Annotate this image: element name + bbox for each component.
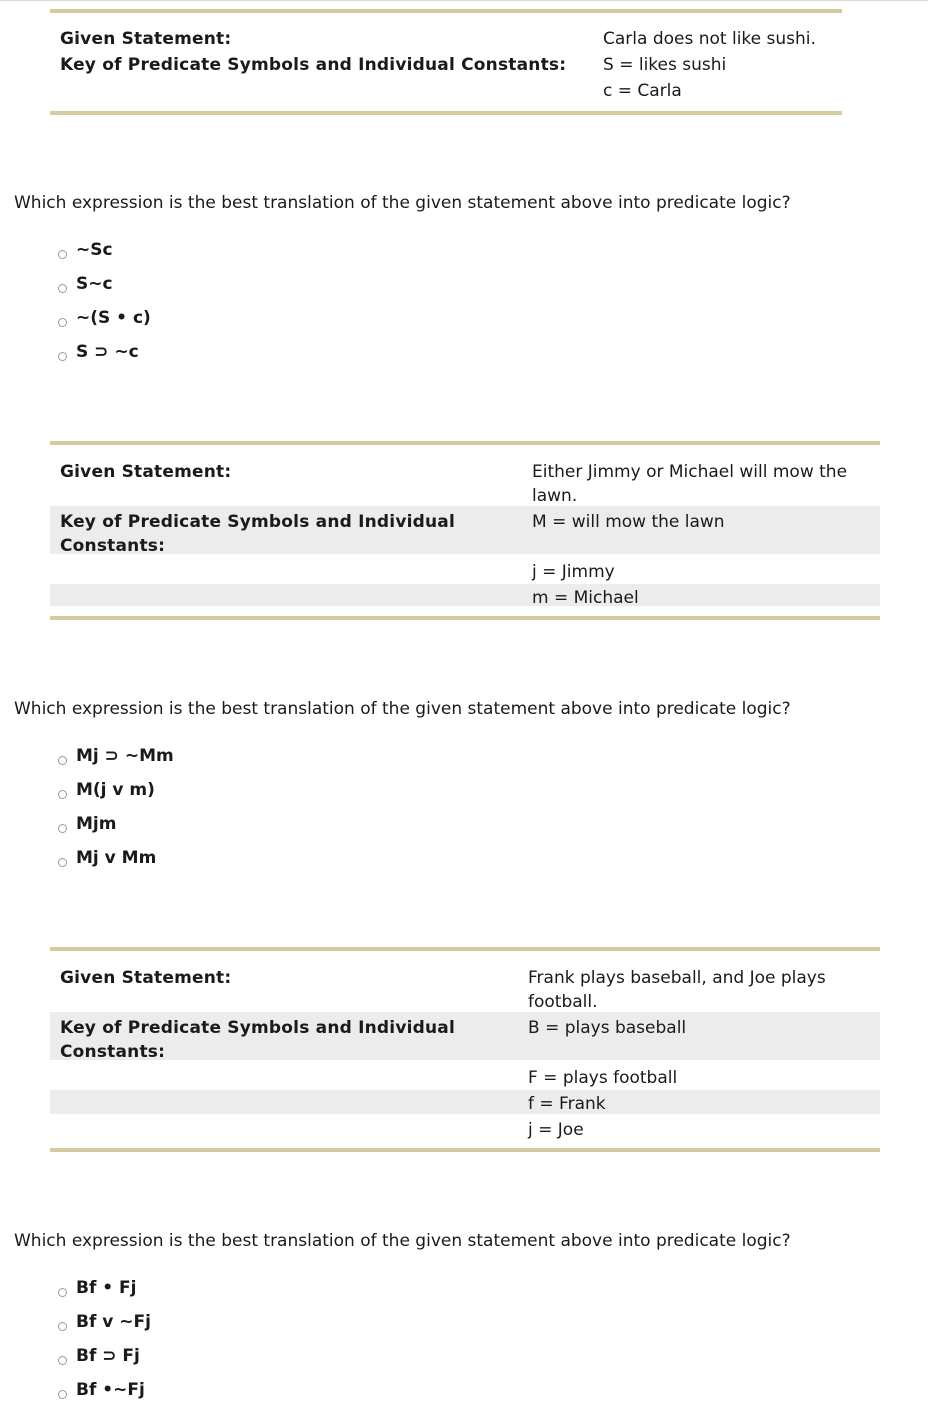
radio-button[interactable] — [58, 824, 67, 833]
answer-option[interactable] — [58, 1344, 140, 1368]
key-row — [50, 584, 880, 606]
key-entry: f = Frank — [528, 1094, 606, 1114]
radio-button[interactable] — [58, 1288, 67, 1297]
radio-button[interactable] — [58, 284, 67, 293]
option-label: Bf •~Fj — [76, 1380, 145, 1400]
key-entry: j = Jimmy — [532, 562, 615, 582]
radio-button[interactable] — [58, 352, 67, 361]
key-entry: B = plays baseball — [528, 1018, 687, 1038]
option-label: Mjm — [76, 814, 117, 834]
key-label: Key of Predicate Symbols and Individual Constants: — [60, 55, 567, 75]
top-divider — [0, 0, 928, 1]
key-entry: M = will mow the lawn — [532, 512, 725, 532]
option-label: Bf v ~Fj — [76, 1312, 151, 1332]
radio-button[interactable] — [58, 858, 67, 867]
key-entry: c = Carla — [603, 81, 682, 101]
key-entry: m = Michael — [532, 588, 639, 608]
option-label: S ⊃ ~c — [76, 342, 139, 362]
given-statement-text: Frank plays baseball, and Joe plays football. — [528, 968, 826, 1012]
option-label: Mj ⊃ ~Mm — [76, 746, 174, 766]
key-entry: S = likes sushi — [603, 55, 727, 75]
answer-option[interactable] — [58, 1310, 151, 1334]
given-statement-text: Either Jimmy or Michael will mow the lawn. — [532, 462, 848, 506]
given-statement-label: Given Statement: — [60, 968, 232, 988]
radio-button[interactable] — [58, 1390, 67, 1399]
answer-option[interactable] — [58, 272, 113, 296]
radio-button[interactable] — [58, 250, 67, 259]
key-row — [50, 1090, 880, 1114]
option-label: ~Sc — [76, 240, 113, 260]
radio-button[interactable] — [58, 318, 67, 327]
answer-option[interactable] — [58, 340, 139, 364]
option-label: ~(S • c) — [76, 308, 151, 328]
radio-button[interactable] — [58, 1322, 67, 1331]
answer-option[interactable] — [58, 744, 174, 768]
given-statement-table — [50, 441, 880, 620]
question-prompt: Which expression is the best translation of the given statement above into predicate logic? — [14, 1231, 791, 1251]
option-label: Bf • Fj — [76, 1278, 137, 1298]
question-prompt: Which expression is the best translation of the given statement above into predicate logic? — [14, 193, 791, 213]
key-entry: F = plays football — [528, 1068, 678, 1088]
key-label: Key of Predicate Symbols and Individual Constants: — [60, 1018, 456, 1062]
radio-button[interactable] — [58, 1356, 67, 1365]
option-label: M(j v m) — [76, 780, 155, 800]
question-prompt: Which expression is the best translation of the given statement above into predicate logic? — [14, 699, 791, 719]
given-statement-table — [50, 9, 842, 115]
answer-option[interactable] — [58, 306, 151, 330]
radio-button[interactable] — [58, 790, 67, 799]
option-label: S~c — [76, 274, 113, 294]
given-statement-label: Given Statement: — [60, 29, 232, 49]
answer-option[interactable] — [58, 846, 156, 870]
answer-option[interactable] — [58, 238, 113, 262]
option-label: Mj v Mm — [76, 848, 157, 868]
given-statement-text: Carla does not like sushi. — [603, 29, 816, 49]
key-entry: j = Joe — [528, 1120, 584, 1140]
answer-option[interactable] — [58, 1378, 145, 1402]
radio-button[interactable] — [58, 756, 67, 765]
key-label: Key of Predicate Symbols and Individual Constants: — [60, 512, 456, 556]
option-label: Bf ⊃ Fj — [76, 1346, 140, 1366]
answer-option[interactable] — [58, 778, 155, 802]
given-statement-table — [50, 947, 880, 1152]
answer-option[interactable] — [58, 1276, 137, 1300]
answer-option[interactable] — [58, 812, 116, 836]
given-statement-label: Given Statement: — [60, 462, 232, 482]
